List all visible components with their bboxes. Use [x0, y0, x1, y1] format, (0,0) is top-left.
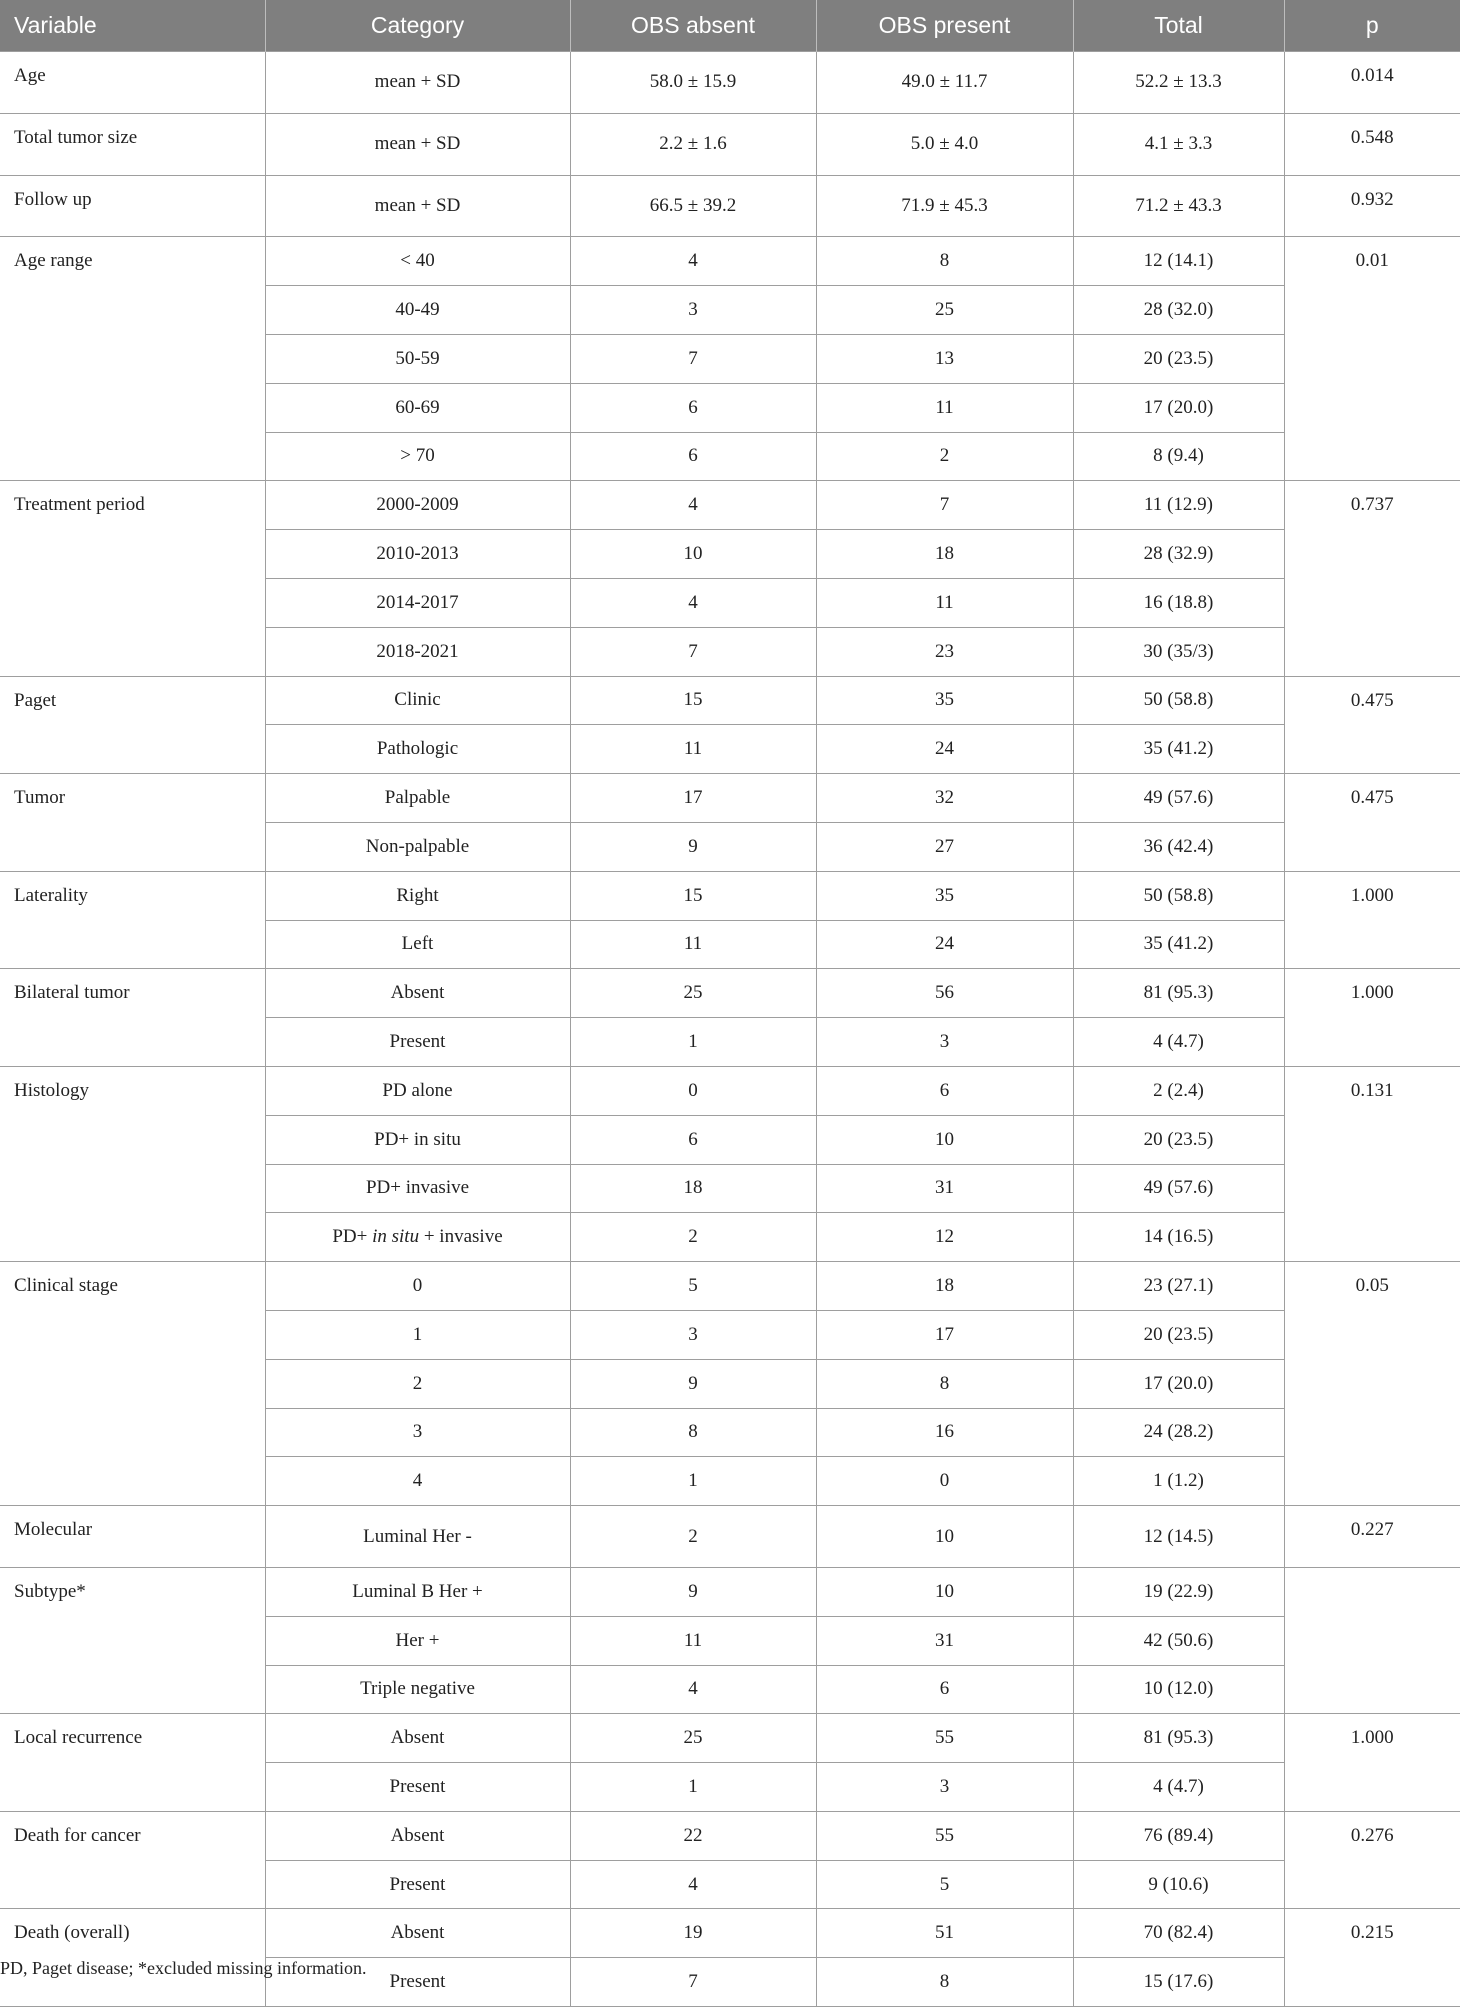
obs-absent-cell: 4 [570, 481, 816, 530]
variable-cell: Age [0, 52, 265, 114]
table-body [0, 52, 1460, 2007]
total-cell: 71.2 ± 43.3 [1073, 175, 1284, 237]
obs-absent-cell: 1 [570, 1018, 816, 1067]
p-value-cell [1284, 1567, 1460, 1713]
table-row [0, 1066, 1460, 1115]
obs-present-cell: 25 [816, 286, 1073, 335]
total-cell: 17 (20.0) [1073, 383, 1284, 432]
obs-present-cell: 18 [816, 1262, 1073, 1311]
category-cell: 60-69 [265, 383, 570, 432]
obs-absent-cell: 25 [570, 1714, 816, 1763]
obs-present-cell: 16 [816, 1408, 1073, 1457]
obs-absent-cell: 9 [570, 1359, 816, 1408]
variable-cell: Paget [0, 676, 265, 774]
p-value-cell: 0.475 [1284, 676, 1460, 774]
total-cell: 19 (22.9) [1073, 1567, 1284, 1616]
category-cell: Pathologic [265, 725, 570, 774]
header-obs-absent: OBS absent [570, 0, 816, 52]
obs-absent-cell: 22 [570, 1811, 816, 1860]
total-cell: 4 (4.7) [1073, 1763, 1284, 1812]
p-value-cell: 1.000 [1284, 969, 1460, 1067]
total-cell: 11 (12.9) [1073, 481, 1284, 530]
obs-absent-cell: 6 [570, 1115, 816, 1164]
obs-present-cell: 5.0 ± 4.0 [816, 113, 1073, 175]
obs-absent-cell: 6 [570, 432, 816, 481]
category-cell: 50-59 [265, 334, 570, 383]
obs-absent-cell: 4 [570, 1860, 816, 1909]
p-value-cell: 1.000 [1284, 1714, 1460, 1812]
obs-present-cell: 32 [816, 774, 1073, 823]
obs-absent-cell: 7 [570, 627, 816, 676]
variable-cell: Subtype* [0, 1567, 265, 1713]
category-cell: 2018-2021 [265, 627, 570, 676]
table-row [0, 1506, 1460, 1568]
obs-absent-cell: 3 [570, 286, 816, 335]
category-cell: 40-49 [265, 286, 570, 335]
category-cell: PD+ in situ [265, 1115, 570, 1164]
category-cell: Present [265, 1860, 570, 1909]
variable-cell: Local recurrence [0, 1714, 265, 1812]
variable-cell: Follow up [0, 175, 265, 237]
variable-cell: Treatment period [0, 481, 265, 676]
table-row [0, 52, 1460, 114]
obs-absent-cell: 2 [570, 1506, 816, 1568]
obs-present-cell: 3 [816, 1018, 1073, 1067]
obs-present-cell: 31 [816, 1164, 1073, 1213]
obs-present-cell: 3 [816, 1763, 1073, 1812]
category-cell: Clinic [265, 676, 570, 725]
obs-present-cell: 8 [816, 237, 1073, 286]
category-cell: Luminal B Her + [265, 1567, 570, 1616]
category-cell: mean + SD [265, 175, 570, 237]
total-cell: 50 (58.8) [1073, 676, 1284, 725]
obs-present-cell: 31 [816, 1616, 1073, 1665]
obs-present-cell: 51 [816, 1909, 1073, 1958]
category-cell: 0 [265, 1262, 570, 1311]
table-footnote: PD, Paget disease; *excluded missing information. [0, 1958, 367, 1978]
category-cell: Present [265, 1763, 570, 1812]
obs-present-cell: 24 [816, 920, 1073, 969]
obs-absent-cell: 3 [570, 1310, 816, 1359]
total-cell: 12 (14.1) [1073, 237, 1284, 286]
category-cell: mean + SD [265, 113, 570, 175]
category-cell: 1 [265, 1310, 570, 1359]
total-cell: 35 (41.2) [1073, 725, 1284, 774]
total-cell: 2 (2.4) [1073, 1066, 1284, 1115]
obs-present-cell: 24 [816, 725, 1073, 774]
total-cell: 4.1 ± 3.3 [1073, 113, 1284, 175]
p-value-cell: 0.01 [1284, 237, 1460, 481]
p-value-cell: 0.548 [1284, 113, 1460, 175]
obs-present-cell: 55 [816, 1811, 1073, 1860]
category-cell: Her + [265, 1616, 570, 1665]
p-value-cell: 0.215 [1284, 1909, 1460, 2007]
variable-cell: Bilateral tumor [0, 969, 265, 1067]
category-cell: Absent [265, 1714, 570, 1763]
total-cell: 49 (57.6) [1073, 774, 1284, 823]
total-cell: 42 (50.6) [1073, 1616, 1284, 1665]
obs-absent-cell: 4 [570, 237, 816, 286]
obs-present-cell: 55 [816, 1714, 1073, 1763]
total-cell: 49 (57.6) [1073, 1164, 1284, 1213]
total-cell: 8 (9.4) [1073, 432, 1284, 481]
category-cell: 4 [265, 1457, 570, 1506]
category-cell: Palpable [265, 774, 570, 823]
total-cell: 30 (35/3) [1073, 627, 1284, 676]
p-value-cell: 0.05 [1284, 1262, 1460, 1506]
total-cell: 20 (23.5) [1073, 334, 1284, 383]
obs-absent-cell: 17 [570, 774, 816, 823]
total-cell: 81 (95.3) [1073, 1714, 1284, 1763]
header-p: p [1284, 0, 1460, 52]
obs-absent-cell: 11 [570, 920, 816, 969]
variable-cell: Death (overall) [0, 1909, 265, 2007]
obs-present-cell: 7 [816, 481, 1073, 530]
total-cell: 28 (32.9) [1073, 530, 1284, 579]
variable-cell: Histology [0, 1066, 265, 1261]
obs-absent-cell: 7 [570, 334, 816, 383]
total-cell: 4 (4.7) [1073, 1018, 1284, 1067]
obs-absent-cell: 6 [570, 383, 816, 432]
obs-present-cell: 23 [816, 627, 1073, 676]
obs-absent-cell: 4 [570, 578, 816, 627]
header-obs-present: OBS present [816, 0, 1073, 52]
obs-absent-cell: 18 [570, 1164, 816, 1213]
obs-present-cell: 11 [816, 578, 1073, 627]
obs-absent-cell: 8 [570, 1408, 816, 1457]
obs-absent-cell: 19 [570, 1909, 816, 1958]
obs-absent-cell: 1 [570, 1457, 816, 1506]
total-cell: 50 (58.8) [1073, 871, 1284, 920]
total-cell: 76 (89.4) [1073, 1811, 1284, 1860]
obs-present-cell: 10 [816, 1506, 1073, 1568]
p-value-cell: 0.131 [1284, 1066, 1460, 1261]
total-cell: 81 (95.3) [1073, 969, 1284, 1018]
table-row [0, 774, 1460, 823]
category-cell: 3 [265, 1408, 570, 1457]
p-value-cell: 0.932 [1284, 175, 1460, 237]
obs-present-cell: 10 [816, 1115, 1073, 1164]
variable-cell: Laterality [0, 871, 265, 969]
total-cell: 23 (27.1) [1073, 1262, 1284, 1311]
variable-cell: Molecular [0, 1506, 265, 1568]
variable-cell: Death for cancer [0, 1811, 265, 1909]
obs-absent-cell: 9 [570, 822, 816, 871]
total-cell: 20 (23.5) [1073, 1310, 1284, 1359]
category-cell: < 40 [265, 237, 570, 286]
obs-absent-cell: 4 [570, 1665, 816, 1714]
total-cell: 24 (28.2) [1073, 1408, 1284, 1457]
table-row [0, 871, 1460, 920]
obs-absent-cell: 0 [570, 1066, 816, 1115]
obs-absent-cell: 11 [570, 1616, 816, 1665]
variable-cell: Total tumor size [0, 113, 265, 175]
total-cell: 10 (12.0) [1073, 1665, 1284, 1714]
table-row [0, 1714, 1460, 1763]
category-text-part: + invasive [419, 1226, 503, 1248]
category-cell: Right [265, 871, 570, 920]
obs-present-cell: 5 [816, 1860, 1073, 1909]
category-cell: 2014-2017 [265, 578, 570, 627]
variable-cell: Tumor [0, 774, 265, 872]
total-cell: 36 (42.4) [1073, 822, 1284, 871]
category-text-part: in situ [372, 1226, 420, 1248]
obs-present-cell: 10 [816, 1567, 1073, 1616]
obs-present-cell: 0 [816, 1457, 1073, 1506]
obs-present-cell: 2 [816, 432, 1073, 481]
obs-absent-cell: 66.5 ± 39.2 [570, 175, 816, 237]
category-cell: Absent [265, 969, 570, 1018]
obs-absent-cell: 2 [570, 1213, 816, 1262]
total-cell: 20 (23.5) [1073, 1115, 1284, 1164]
obs-absent-cell: 10 [570, 530, 816, 579]
header-variable: Variable [0, 0, 265, 52]
obs-present-cell: 49.0 ± 11.7 [816, 52, 1073, 114]
obs-present-cell: 17 [816, 1310, 1073, 1359]
obs-present-cell: 8 [816, 1958, 1073, 2007]
total-cell: 15 (17.6) [1073, 1958, 1284, 2007]
obs-absent-cell: 9 [570, 1567, 816, 1616]
category-cell: > 70 [265, 432, 570, 481]
p-value-cell: 0.227 [1284, 1506, 1460, 1568]
table-row [0, 1567, 1460, 1616]
p-value-cell: 0.014 [1284, 52, 1460, 114]
table-row [0, 175, 1460, 237]
obs-present-cell: 8 [816, 1359, 1073, 1408]
obs-absent-cell: 15 [570, 676, 816, 725]
category-text-part: PD+ [332, 1226, 373, 1248]
obs-absent-cell: 58.0 ± 15.9 [570, 52, 816, 114]
obs-present-cell: 12 [816, 1213, 1073, 1262]
table-row [0, 113, 1460, 175]
category-cell: mean + SD [265, 52, 570, 114]
category-cell: 2 [265, 1359, 570, 1408]
category-cell: Luminal Her - [265, 1506, 570, 1568]
category-cell: Non-palpable [265, 822, 570, 871]
header-row [0, 0, 1460, 52]
category-cell: Absent [265, 1909, 570, 1958]
category-cell: PD alone [265, 1066, 570, 1115]
table-row [0, 1909, 1460, 1958]
obs-present-cell: 13 [816, 334, 1073, 383]
table-row [0, 1811, 1460, 1860]
p-value-cell: 0.475 [1284, 774, 1460, 872]
category-cell: Triple negative [265, 1665, 570, 1714]
obs-present-cell: 35 [816, 676, 1073, 725]
category-cell: 2000-2009 [265, 481, 570, 530]
table-row [0, 1262, 1460, 1311]
category-cell: Absent [265, 1811, 570, 1860]
total-cell: 16 (18.8) [1073, 578, 1284, 627]
obs-present-cell: 6 [816, 1665, 1073, 1714]
obs-absent-cell: 25 [570, 969, 816, 1018]
obs-absent-cell: 11 [570, 725, 816, 774]
obs-present-cell: 35 [816, 871, 1073, 920]
category-cell [265, 1213, 570, 1262]
table-header [0, 0, 1460, 52]
obs-present-cell: 71.9 ± 45.3 [816, 175, 1073, 237]
total-cell: 9 (10.6) [1073, 1860, 1284, 1909]
p-value-cell: 0.737 [1284, 481, 1460, 676]
obs-absent-cell: 15 [570, 871, 816, 920]
table-row [0, 237, 1460, 286]
obs-absent-cell: 1 [570, 1763, 816, 1812]
total-cell: 1 (1.2) [1073, 1457, 1284, 1506]
variable-cell: Clinical stage [0, 1262, 265, 1506]
obs-present-cell: 11 [816, 383, 1073, 432]
obs-absent-cell: 5 [570, 1262, 816, 1311]
category-cell: Left [265, 920, 570, 969]
category-cell: PD+ invasive [265, 1164, 570, 1213]
total-cell: 17 (20.0) [1073, 1359, 1284, 1408]
total-cell: 70 (82.4) [1073, 1909, 1284, 1958]
table-row [0, 969, 1460, 1018]
p-value-cell: 1.000 [1284, 871, 1460, 969]
category-cell: Present [265, 1958, 570, 2007]
obs-present-cell: 18 [816, 530, 1073, 579]
total-cell: 35 (41.2) [1073, 920, 1284, 969]
obs-present-cell: 27 [816, 822, 1073, 871]
header-total: Total [1073, 0, 1284, 52]
total-cell: 14 (16.5) [1073, 1213, 1284, 1262]
obs-present-cell: 56 [816, 969, 1073, 1018]
table-row [0, 481, 1460, 530]
category-cell: 2010-2013 [265, 530, 570, 579]
total-cell: 12 (14.5) [1073, 1506, 1284, 1568]
p-value-cell: 0.276 [1284, 1811, 1460, 1909]
total-cell: 28 (32.0) [1073, 286, 1284, 335]
obs-absent-cell: 2.2 ± 1.6 [570, 113, 816, 175]
table-row [0, 676, 1460, 725]
obs-present-cell: 6 [816, 1066, 1073, 1115]
total-cell: 52.2 ± 13.3 [1073, 52, 1284, 114]
header-category: Category [265, 0, 570, 52]
category-cell: Present [265, 1018, 570, 1067]
variable-cell: Age range [0, 237, 265, 481]
obs-absent-cell: 7 [570, 1958, 816, 2007]
